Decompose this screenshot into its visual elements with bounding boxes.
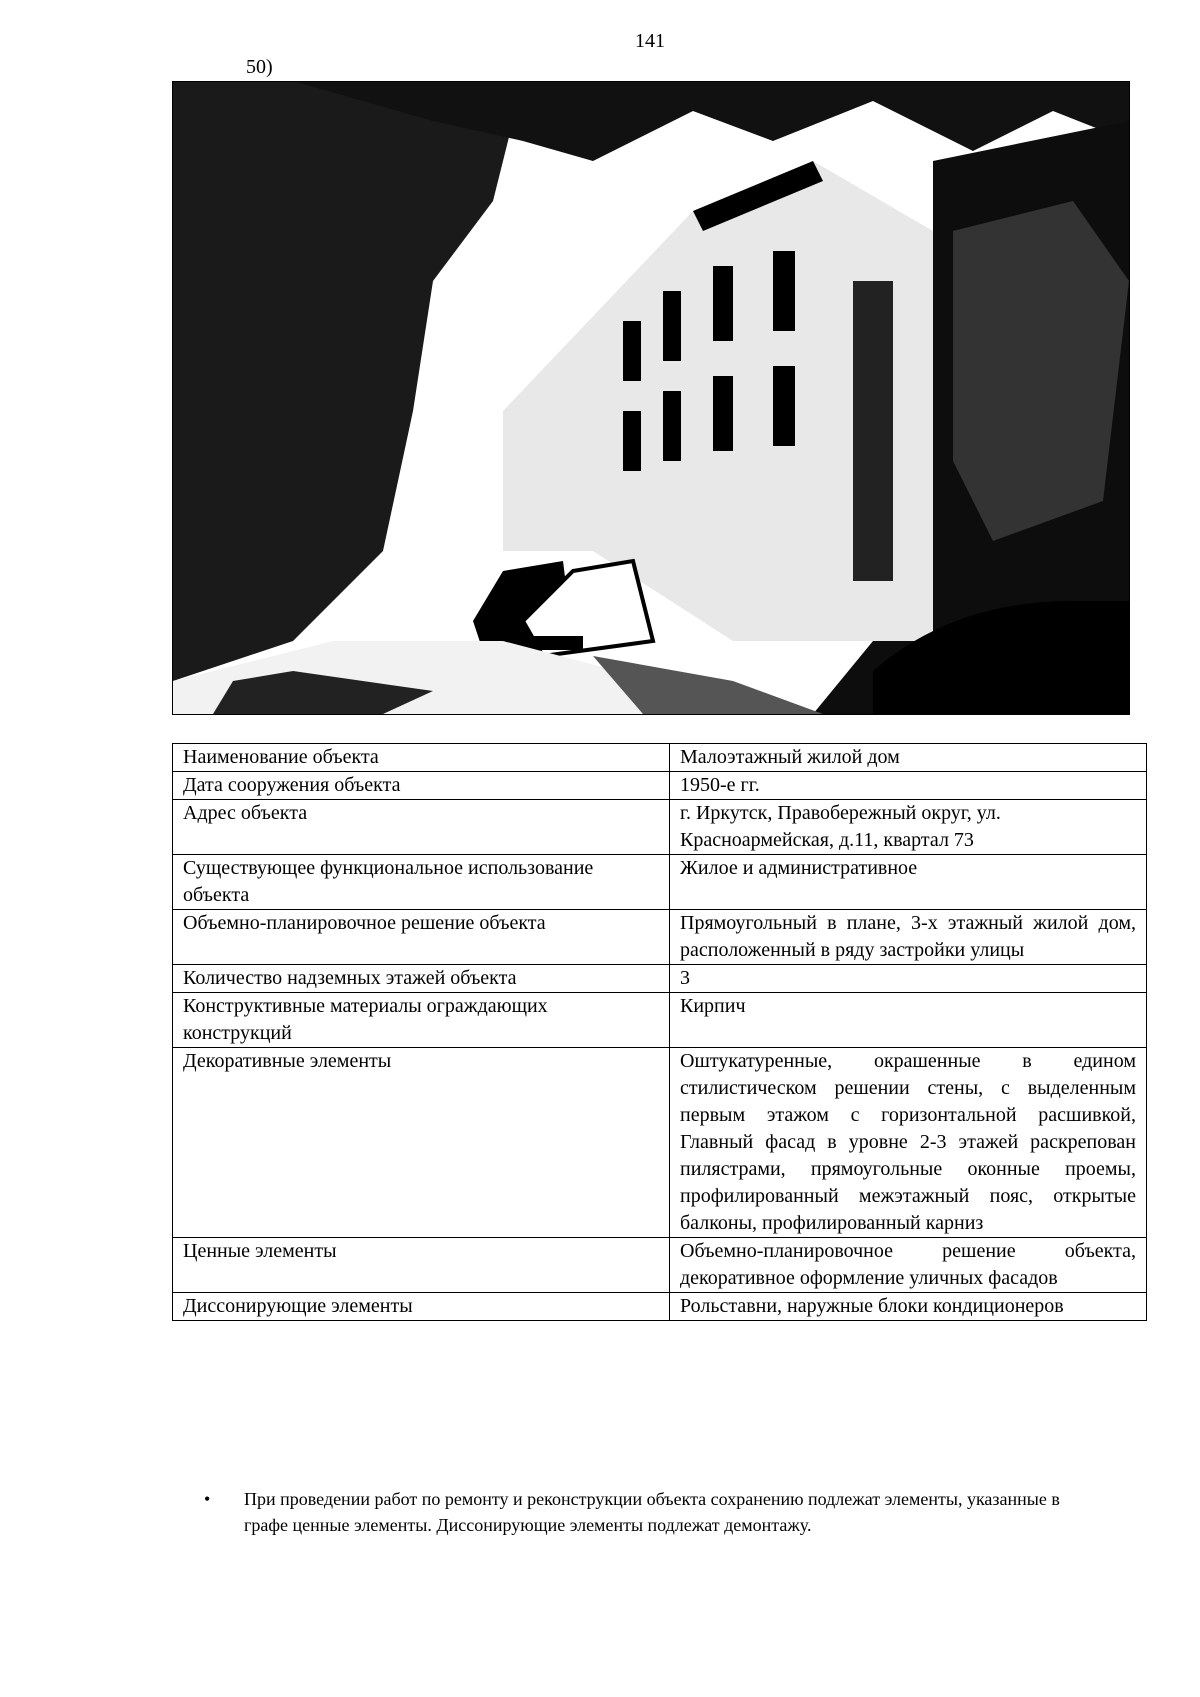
building-photo [172,81,1130,715]
object-info-table [172,743,1147,1321]
row-label: Наименование объекта [173,744,670,772]
row-label: Количество надземных этажей объекта [173,965,670,993]
row-label: Декоративные элементы [173,1048,670,1238]
figure-label: 50) [246,56,273,78]
building-photo-icon [173,81,1129,714]
table-row [173,855,1147,910]
row-value: Жилое и административное [670,855,1147,910]
row-value: Прямоугольный в плане, 3-х этажный жилой дом, расположенный в ряду застройки улицы [670,910,1147,965]
table-row [173,772,1147,800]
row-value: г. Иркутск, Правобережный округ, ул. Красноармейская, д.11, квартал 73 [670,800,1147,855]
row-value: Кирпич [670,993,1147,1048]
table-row [173,1048,1147,1238]
row-value: Рольставни, наружные блоки кондиционеров [670,1293,1147,1321]
row-value: 1950-е гг. [670,772,1147,800]
note [204,1486,1104,1538]
table-row [173,744,1147,772]
note-text: При проведении работ по ремонту и реконструкции объекта сохранению подлежат элементы, указанные в графе ценные элементы. Диссонирующие элементы подлежат демонтажу. [244,1489,1060,1535]
table-row [173,1293,1147,1321]
row-label: Диссонирующие элементы [173,1293,670,1321]
page-number: 141 [635,30,665,52]
row-label: Адрес объекта [173,800,670,855]
table-row [173,910,1147,965]
table-row [173,1238,1147,1293]
row-label: Ценные элементы [173,1238,670,1293]
row-label: Объемно-планировочное решение объекта [173,910,670,965]
row-label: Дата сооружения объекта [173,772,670,800]
row-label: Существующее функциональное использование объекта [173,855,670,910]
table-row [173,800,1147,855]
bullet-icon: • [204,1489,211,1509]
row-value: Объемно-планировочное решение объекта, декоративное оформление уличных фасадов [670,1238,1147,1293]
table-row [173,993,1147,1048]
row-value: 3 [670,965,1147,993]
row-value: Малоэтажный жилой дом [670,744,1147,772]
row-value: Оштукатуренные, окрашенные в едином стилистическом решении стены, с выделенным первым этажом с горизонтальной расшивкой, Главный фасад в уровне 2-3 этажей раскрепован пилястрами, прямоугольные оконные проемы, профилированный межэтажный пояс, открытые балконы, профилированный карниз [670,1048,1147,1238]
row-label: Конструктивные материалы ограждающих конструкций [173,993,670,1048]
table-row [173,965,1147,993]
